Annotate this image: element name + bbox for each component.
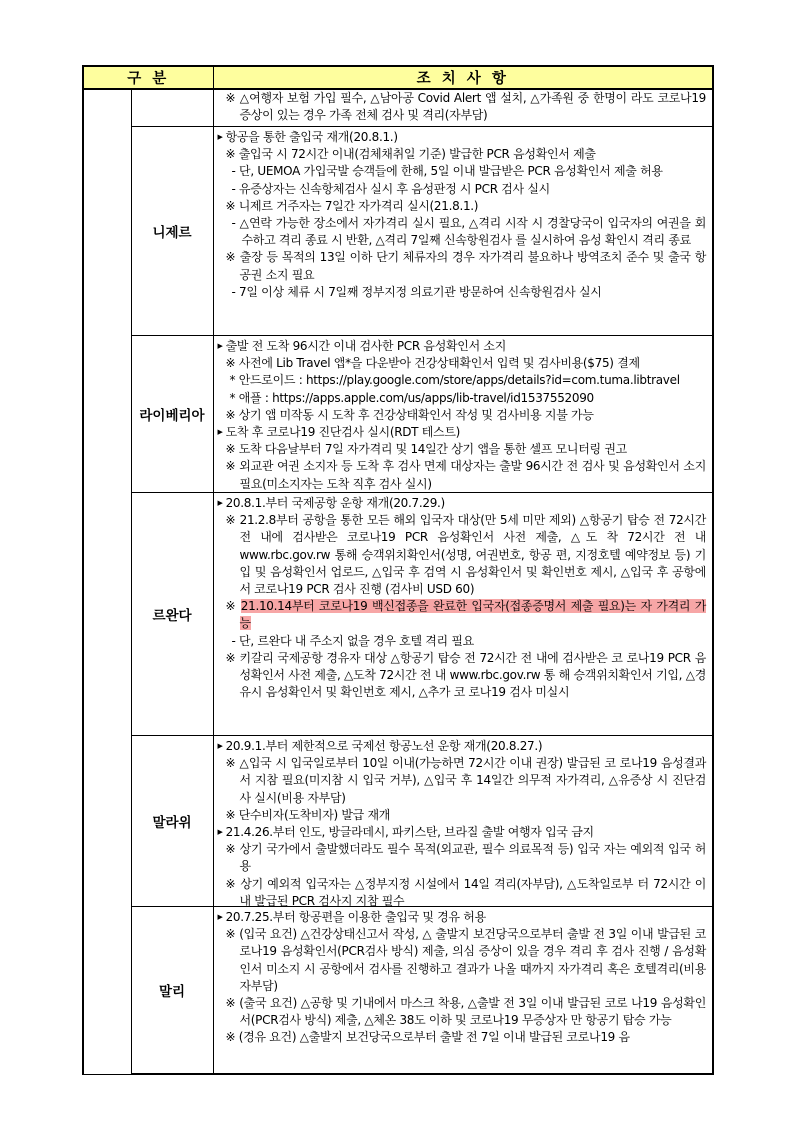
list-item: ※ △여행자 보험 가입 필수, △남아공 Covid Alert 앱 설치, △가족원 중 한명이 라도 코로나19 증상이 있는 경우 가족 전체 검사 및 격리(자부담)	[225, 91, 706, 123]
header-category: 구 분	[83, 66, 213, 89]
list-item: ※ 상기 국가에서 출발했더라도 필수 목적(외교관, 필수 의료목적 등) 입국 자는 예외적 입국 허용	[225, 842, 706, 874]
country-name-niger: 니제르	[131, 127, 213, 336]
list-item: ※ 출장 등 목적의 13일 이하 단기 체류자의 경우 자가격리 불요하나 방역조치 준수 및 출국 항공권 소지 필요	[225, 250, 706, 282]
country-name-mali: 말리	[131, 907, 213, 1075]
list-item: ※ 상기 앱 미작동 시 도착 후 건강상태확인서 작성 및 검사비용 지불 가능	[225, 407, 594, 422]
country-cell-continued	[131, 89, 213, 127]
list-item: ▶ 항공을 통한 출입국 재개(20.8.1.)	[217, 130, 398, 144]
triangle-right-icon: ▶	[217, 133, 223, 141]
list-item: ▶ 20.8.1.부터 국제공항 운항 재개(20.7.29.)	[217, 496, 445, 510]
country-name-malawi: 말라위	[131, 736, 213, 907]
country-name-liberia: 라이베리아	[131, 336, 213, 493]
list-item: ▶ 도착 후 코로나19 진단검사 실시(RDT 테스트)	[217, 425, 460, 440]
list-item: ※ (출국 요건) △공항 및 기내에서 마스크 착용, △출발 전 3일 이내 발급된 코로 나19 음성확인서(PCR검사 방식) 제출, △체온 38도 이하 및 코로나19 무증상자 만 항공기 탑승 가능	[225, 996, 706, 1028]
triangle-right-icon: ▶	[217, 828, 223, 837]
list-item: ※ 단수비자(도착비자) 발급 재개	[225, 807, 391, 822]
table-row-continuation	[83, 89, 713, 127]
list-item: - 7일 이상 체류 시 7일째 정부지정 의료기관 방문하여 신속항원검사 실시	[231, 284, 602, 299]
list-item: ※ 출입국 시 72시간 이내(검체채취일 기준) 발급한 PCR 음성확인서 제출	[225, 147, 596, 162]
list-item: ※ △입국 시 입국일로부터 10일 이내(가능하면 72시간 이내 권장) 발급된 코 로나19 음성결과서 지참 필요(미지참 시 입국 거부), △입국 후 14일간 의무적 자가격리, △유증상 시 진단검사 실시(비용 자부담)	[225, 756, 706, 805]
list-item: ▶ 출발 전 도착 96시간 이내 검사한 PCR 음성확인서 소지	[217, 339, 506, 353]
list-item: ※ 21.2.8부터 공항을 통한 모든 해외 입국자 대상(만 5세 미만 제외) △항공기 탑승 전 72시간 전 내에 검사받은 코로나19 PCR 음성확인서 사전 제출, △도 착 72시간 전 내 www.rbc.gov.rw 통해 승객위치확인서(성명, 여권번호, 항공 편, 지정호텔 예약정보 등) 기입 및 음성확인서 업로드, △입국 후 검역 시 음성확인서 및 확인번호 제시, △입국 후 공항에서 코로나19 PCR 검사 진행 (검사비 USD 60)	[225, 513, 706, 597]
triangle-right-icon: ▶	[217, 342, 223, 350]
list-item: - 단, 르완다 내 주소지 없을 경우 호텔 격리 필요	[231, 633, 474, 648]
list-item: - 유증상자는 신속항체검사 실시 후 음성판정 시 PCR 검사 실시	[231, 181, 550, 196]
header-measures: 조 치 사 항	[213, 66, 713, 89]
list-item: ▶ 21.4.26.부터 인도, 방글라데시, 파키스탄, 브라질 출발 여행자 입국 금지	[217, 825, 594, 840]
list-item: ※ 외교관 여권 소지자 등 도착 후 검사 면제 대상자는 출발 96시간 전 검사 및 음성확인서 소지 필요(미소지자는 도착 직후 검사 실시)	[225, 459, 706, 491]
triangle-right-icon: ▶	[217, 499, 223, 507]
list-item: ※ 상기 예외적 입국자는 △정부지정 시설에서 14일 격리(자부담), △도착일로부 터 72시간 이내 발급된 PCR 검사지 지참 필수	[225, 876, 706, 908]
triangle-right-icon: ▶	[217, 913, 223, 921]
list-item: ▶ 20.7.25.부터 항공편을 이용한 출입국 및 경유 허용	[217, 910, 486, 924]
list-item: ※ 도착 다음날부터 7일 자가격리 및 14일간 상기 앱을 통한 셀프 모니터링 권고	[225, 442, 627, 457]
list-item: ※ (입국 요건) △건강상태신고서 작성, △ 출발지 보건당국으로부터 출발 전 3일 이내 발급된 코로나19 음성확인서(PCR검사 방식) 제출, 의심 증상이 있을 경우 격리 후 검사 진행 / 음성확인서 미소지 시 공항에서 검사를 진행하고 결과가 나올 때까지 자가격리 혹은 호텔격리(비용 자부담)	[225, 927, 706, 993]
highlighted-text: 21.10.14부터 코로나19 백신접종을 완료한 입국자(접종증명서 제출 필요)는 자 가격리 가능	[239, 599, 706, 631]
table-row-mali	[83, 907, 713, 1075]
triangle-right-icon: ▶	[217, 428, 223, 437]
list-item: - △연락 가능한 장소에서 자가격리 실시 필요, △격리 시작 시 경찰당국이 입국자의 여권을 회수하고 격리 종료 시 반환, △격리 7일째 신속항원검사 를 실시하여 음성 확인시 격리 종료	[231, 216, 706, 248]
list-item-highlighted: ※ 21.10.14부터 코로나19 백신접종을 완료한 입국자(접종증명서 제출 필요)는 자 가격리 가능	[225, 599, 706, 631]
table-row-malawi	[83, 736, 713, 907]
list-item: ※ (경유 요건) △출발지 보건당국으로부터 출발 전 7일 이내 발급된 코로나19 음	[225, 1030, 630, 1045]
measures-table	[82, 65, 714, 1075]
list-item: * 안드로이드 : https://play.google.com/store/apps/details?id=com.tuma.libtravel	[229, 373, 680, 388]
list-item: ※ 사전에 Lib Travel 앱*을 다운받아 건강상태확인서 입력 및 검사비용($75) 결제	[225, 356, 640, 371]
list-item: * 애플 : https://apps.apple.com/us/apps/lib-travel/id1537552090	[229, 390, 594, 405]
table-row-liberia	[83, 336, 713, 493]
table-header-row	[83, 66, 713, 89]
table-row-rwanda	[83, 493, 713, 736]
list-item: ※ 키갈리 국제공항 경유자 대상 △항공기 탑승 전 72시간 전 내에 검사받은 코 로나19 PCR 음성확인서 사전 제출, △도착 72시간 전 내 www.rbc.gov.rw 통 해 승객위치확인서 기입, △경유시 음성확인서 및 확인번호 제시, △추가 코 로나19 검사 미실시	[225, 650, 706, 700]
list-item: ※ 니제르 거주자는 7일간 자가격리 실시(21.8.1.)	[225, 198, 479, 213]
country-name-rwanda: 르완다	[131, 493, 213, 736]
triangle-right-icon: ▶	[217, 742, 223, 750]
list-item: ▶ 20.9.1.부터 제한적으로 국제선 항공노선 운항 재개(20.8.27.)	[217, 739, 543, 753]
table-row-niger	[83, 127, 713, 336]
region-gutter	[83, 89, 131, 1074]
list-item: - 단, UEMOA 가입국발 승객들에 한해, 5일 이내 발급받은 PCR 음성확인서 제출 허용	[231, 164, 663, 179]
